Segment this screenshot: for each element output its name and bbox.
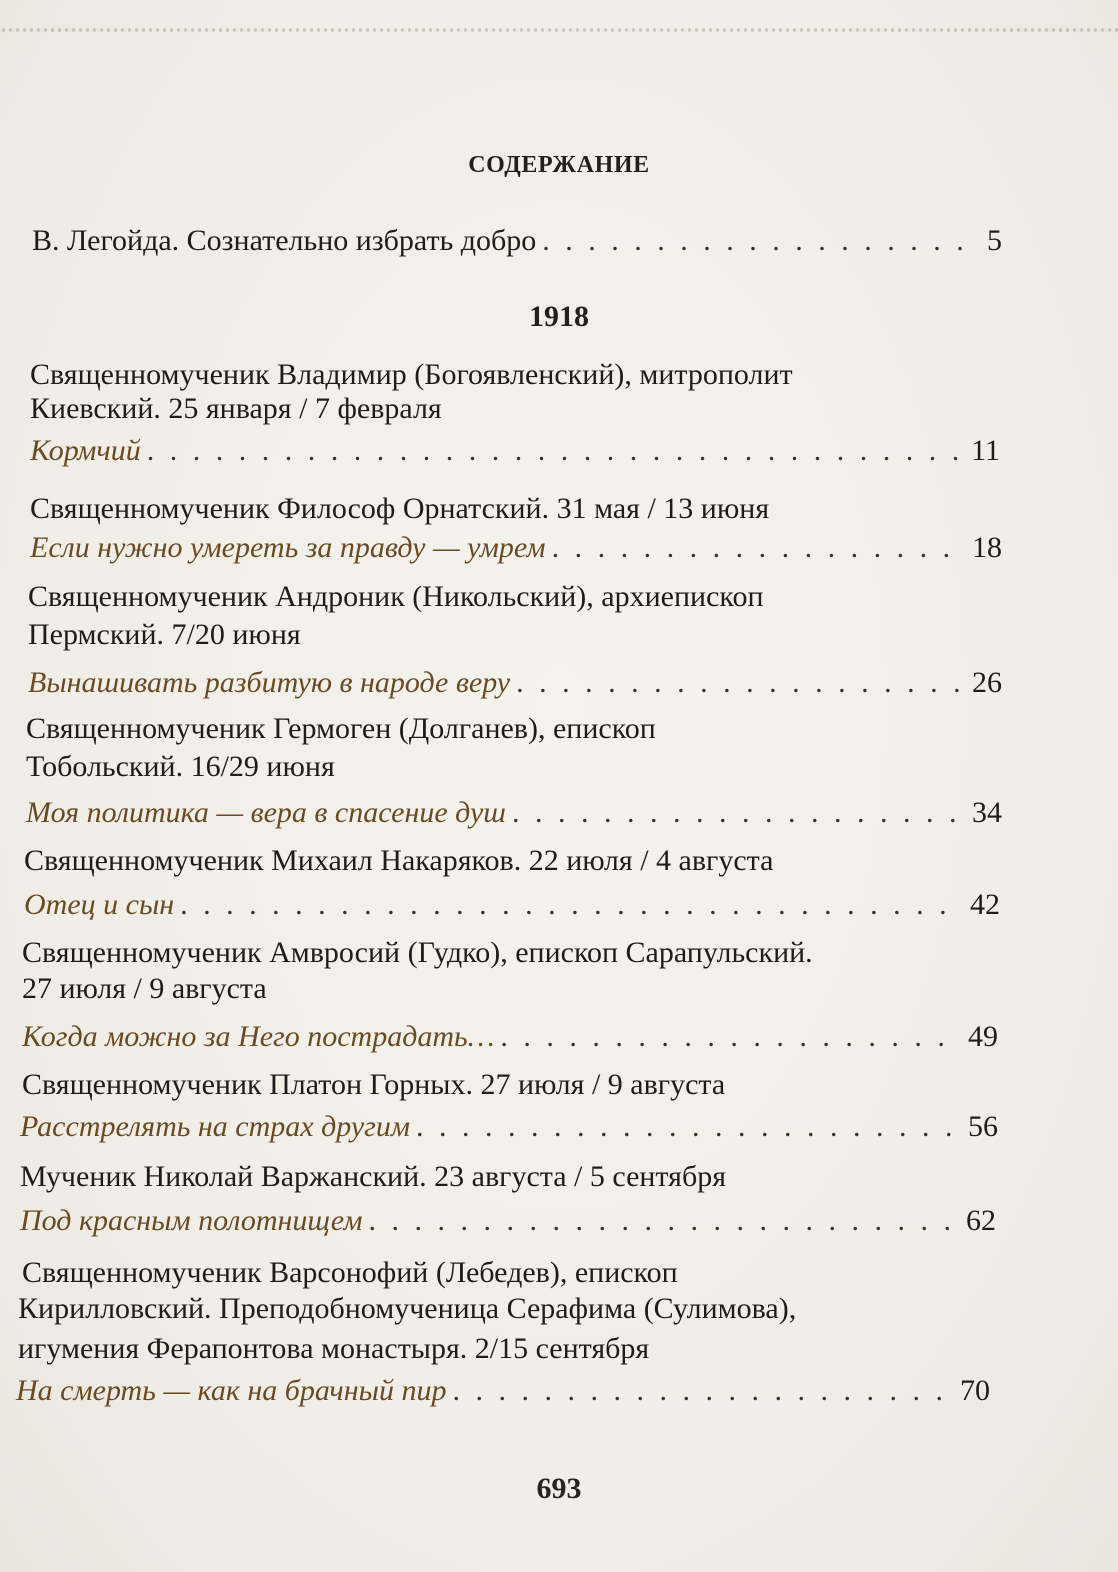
- entry-page: 26: [972, 666, 1002, 699]
- entry-title: Кормчий: [30, 434, 141, 467]
- entry-line: Кирилловский. Преподобномученица Серафима (Сулимова),: [18, 1292, 797, 1325]
- entry-title-row: [0, 790, 1118, 836]
- entry-line: Священномученик Варсонофий (Лебедев), епископ: [22, 1256, 678, 1289]
- dot-leader: [416, 1104, 962, 1150]
- entry-page: 42: [970, 888, 1000, 921]
- entry-line: Священномученик Андроник (Никольский), архиепископ: [28, 580, 764, 613]
- dot-leader: [180, 882, 964, 928]
- entry-title: Под красным полотнищем: [20, 1204, 363, 1237]
- dot-leader: [552, 525, 966, 571]
- entry-line: Священномученик Платон Горных. 27 июля / 9 августа: [22, 1068, 726, 1101]
- entry-title: Расстрелять на страх другим: [20, 1110, 411, 1143]
- entry-line: 27 июля / 9 августа: [22, 972, 267, 1005]
- entry-line: Священномученик Философ Орнатский. 31 мая / 13 июня: [30, 492, 770, 525]
- entry-line: Священномученик Амвросий (Гудко), епископ Сарапульский.: [22, 936, 813, 969]
- entry-title-row: [0, 882, 1118, 928]
- entry-line: Пермский. 7/20 июня: [28, 618, 301, 651]
- dot-leader: [147, 428, 965, 474]
- entry-title-row: [0, 428, 1118, 474]
- entry-title: Если нужно умереть за правду — умрем: [30, 531, 546, 564]
- entry-page: 62: [966, 1204, 996, 1237]
- dot-leader: [542, 218, 981, 264]
- entry-title-row: [0, 1368, 1118, 1414]
- entry-line: Киевский. 25 января / 7 февраля: [30, 392, 442, 425]
- entry-title-row: [0, 1014, 1118, 1060]
- intro-page: 5: [987, 224, 1002, 257]
- entry-title: Моя политика — вера в спасение душ: [26, 796, 506, 829]
- entry-line: Священномученик Гермоген (Долганев), епископ: [26, 712, 656, 745]
- entry-title-row: [0, 1104, 1118, 1150]
- entry-title: Когда можно за Него пострадать…: [22, 1020, 495, 1053]
- dot-leader: [500, 1014, 962, 1060]
- entry-line: Священномученик Михаил Накаряков. 22 июля / 4 августа: [24, 844, 774, 877]
- entry-page: 18: [972, 531, 1002, 564]
- entry-page: 56: [968, 1110, 998, 1143]
- intro-entry: [0, 218, 1118, 264]
- page-number: 693: [536, 1472, 582, 1505]
- entry-line: Священномученик Владимир (Богоявленский), митрополит: [30, 358, 793, 391]
- entry-title: На смерть — как на брачный пир: [16, 1374, 447, 1407]
- entry-title-row: [0, 525, 1118, 571]
- entry-line: Мученик Николай Варжанский. 23 августа / 5 сентября: [20, 1160, 727, 1193]
- entry-title: Отец и сын: [24, 888, 175, 921]
- entry-line: Тобольский. 16/29 июня: [26, 750, 335, 783]
- entry-page: 11: [971, 434, 1000, 467]
- top-dotted-rule: [0, 26, 1118, 34]
- entry-line: игумения Ферапонтова монастыря. 2/15 сентября: [18, 1332, 650, 1365]
- entry-page: 70: [960, 1374, 990, 1407]
- dot-leader: [516, 660, 966, 706]
- dot-leader: [512, 790, 966, 836]
- entry-title: Вынашивать разбитую в народе веру: [28, 666, 511, 699]
- entry-page: 34: [972, 796, 1002, 829]
- page-title: СОДЕРЖАНИЕ: [468, 152, 650, 178]
- dot-leader: [369, 1198, 961, 1244]
- intro-text: В. Легойда. Сознательно избрать добро: [32, 224, 537, 257]
- entry-title-row: [0, 1198, 1118, 1244]
- entry-title-row: [0, 660, 1118, 706]
- year-heading: 1918: [529, 300, 589, 333]
- entry-page: 49: [968, 1020, 998, 1053]
- dot-leader: [452, 1368, 954, 1414]
